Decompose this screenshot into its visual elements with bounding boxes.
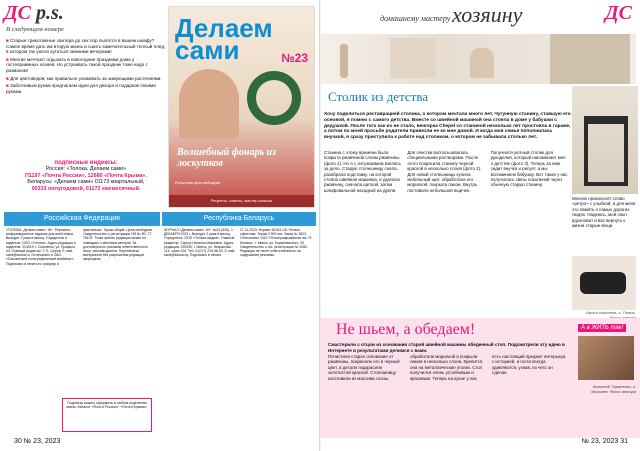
- subscription-box: [6, 160, 166, 192]
- sewing-machine-image: [580, 272, 626, 294]
- wall-image: [550, 34, 630, 84]
- cover-photo: [179, 69, 239, 139]
- subscription-by-index: 00333 полугодовой, 01172 ежемесячный.: [31, 185, 141, 192]
- page-number-right: № 23, 2023 31: [581, 438, 628, 445]
- article-body: Станина с этому времени была покрыта ржавчиной слоем ржавчины (фото 1). Но я с энтузиазмом взялась за дело. Старую столешницу сняла, разобрала подставку, на которой стояла швейная машинка, и удалила ржавчину, сначала щеткой, затем шлифовальной насадкой на дрели. Для очистки воспользовалась специальными растворами. После этого покрасила станину черной краской в несколько слоев (фото 2). Для новой столешницы купила мебельный щит, обработала его морилкой, покрыла лаком. Внутрь поставила небольшой ящичек. Получился уютный столик для рукоделия, который напоминает мне о детстве (фото 3). Теперь за ним сидит внучка и рисует, а мы вспоминаем бабушку. Вот такая у нас получилась связь поколений через обычную старую станину.: [324, 150, 568, 193]
- lamp-image: [470, 48, 494, 78]
- sewing-machine-photo: [572, 256, 636, 310]
- section-pre: домашнему мастеру: [380, 14, 451, 23]
- dining-table-photo: [578, 336, 634, 380]
- article-caption: Ирина Ковалева, г. Пермь.: [586, 310, 636, 315]
- brand-logo-right: ДС: [605, 2, 633, 24]
- article-title: Столик из детства: [328, 89, 429, 104]
- cover-band: Рецепты, советы, мастер-классы: [169, 195, 314, 207]
- article-title-bar: [328, 88, 568, 106]
- cover-headline: Волшебный фонарь из лоскутков: [177, 147, 276, 169]
- subscription-title: подписные индексы:: [54, 160, 118, 166]
- second-article: [320, 318, 640, 438]
- second-article-lead: Смастерили с отцом из основания старой швейной машины обеденный стол. Подсмотрели эту идею в Интернете и результатами делимся с вами.: [328, 342, 565, 353]
- teaser-list: [6, 38, 166, 94]
- imprint-belarus: ЖУРНАЛ «Делаем сами» 16+. №23 (506), 1 ДЕКАБРЯ 2023 г. Выходит 2 раза в месяц. Учредитель: ООО «Толока-медиа». Главный редактор: Сарчук Наталья Ивановна. Адрес редакции: 220040, г. Минск, ул. Некрасова, 114, офис 316. Тел. 8 (017) 215-68-33. E-mail: sami@toloka.by. Подписано в печать 27.11.2023. Формат 60×84 1/8. Печать офсетная. Тираж 3 900 экз. Заказ № 3523. Отпечатано: ОАО «Полиграфкомбинат им. Я. Коласа», г. Минск, ул. Корженевского, 20. Свидетельство о гос. регистрации № 1080. Редакция не несет ответственности за содержание рекламы.: [164, 228, 312, 258]
- subscription-by-label: Беларусь: «Делаем сами» 01173 квартальный,: [27, 179, 145, 186]
- teaser-item: ■ Заботливым рукам предлагаем идеи для декора и подарков своими руками.: [6, 83, 156, 94]
- table-photo: [572, 86, 638, 194]
- right-page: [320, 0, 640, 451]
- band-russia: Российская Федерация: [4, 212, 160, 226]
- next-issue-heading: В следующем номере: [6, 26, 64, 33]
- band-belarus: Республика Беларусь: [162, 212, 316, 226]
- page-number-left: 30 № 23, 2023: [14, 438, 61, 445]
- cover-logo: Делаем сами: [175, 13, 273, 65]
- cover-price: Розничная цена свободная: [175, 181, 221, 185]
- frame-image: [390, 38, 436, 78]
- article-sidebar-text: Многие произносят слово «ретро» с улыбкой, а для меня это память о самых дорогих людях. Надеюсь, мой опыт вдохновит и вас вернуть к жизни старые вещи.: [572, 196, 636, 229]
- section-badge: А в ЖИТЬ так!: [578, 324, 626, 332]
- subscription-ad: Подписку можно оформить в любом отделении связи. Каталог «Почта России», «Почта Крыма».: [62, 398, 152, 432]
- imprint-russia: «ТОЛОКА. Делаем сами» 16+. Рекламно-информационное издание для всей семьи. Выходит 2 раза в месяц. Учредитель и издатель: ООО «Толока». Адрес редакции и издателя: 214019, г. Смоленск, ул. Урицкого, 44. Главный редактор: Т. Е. Сыров. E-mail: sami@toloka.ru. Отпечатано в ОАО «Смоленский полиграфический комбинат». Подписано в печать по графику и фактически. Тираж общий. Цена свободная. Свидетельство о регистрации ПИ № ФС 77-76102. Точка зрения редакции может не совпадать с мнением авторов. За достоверность рекламы ответственность несут рекламодатели. Перепечатка материалов без разрешения редакции запрещена.: [6, 228, 154, 266]
- article-lead: Хочу поделиться реставрацией столика, о котором мечтала много лет. Чугунную станину, ставшую его основой, я помню с самого детства. Вместе со швейной машиной она стояла в доме у бабушки с дедушкой. После того как их не стало, венгерка Chepel со станиной несколько лет простояла в гараже, а потом по моей просьбе родители привезли ее ко мне домой. И когда моя семья пополнилась внучкой, я сразу приступила к работе над столиком, о котором не забывала столько лет.: [324, 112, 571, 141]
- interior-photo: [320, 34, 636, 84]
- teaser-item: ■ Для цветоводов: как правильно ухаживать за зимующими растениями.: [6, 75, 162, 81]
- wreath-image: [247, 71, 301, 125]
- magazine-cover: [168, 6, 315, 208]
- subscription-ru-index: П1197 «Почта России», 12680 «Почта Крыма».: [24, 172, 148, 179]
- vase-image: [340, 44, 348, 78]
- second-article-caption: Виталий Тарасенко, г. Могилев. Фото автора: [591, 384, 636, 394]
- second-article-title: Не шьем, а обедаем!: [336, 321, 476, 338]
- brand-logo: [4, 2, 64, 25]
- teaser-item: ■ Многие мечтают отдыхать в новогодние праздники дома у гостеприимных хозяев. Но устраивать такой праздник тоже надо с размахом!: [6, 56, 148, 73]
- section-title: хозяину: [452, 2, 523, 27]
- teaser-item: ■ Старые трикотажные свитера до сих пор пылятся в вашем шкафу? Самое время дать им вторую жизнь и сшить замечательный теплый плед, в котором так уютно кутаться зимними вечерами!: [6, 38, 166, 55]
- region-bands: [4, 212, 316, 226]
- ps-text: p.s.: [36, 2, 64, 24]
- cast-iron-stand-image: [584, 116, 628, 186]
- brand-text: ДС: [4, 2, 32, 24]
- second-article-body: Почистили старое основание от ржавчины, покрасили его в черный цвет, а детали подкрасили золотистой краской. Столешницу изготовили из массива сосны, обработали морилкой и покрыли лаком в несколько слоев. Крепится она на металлические уголки. Стол получился очень устойчивым и красивым. Теперь на кухне у нас есть настоящий предмет интерьера с историей, и гости всегда удивляются, узнав, из чего он сделан.: [328, 354, 566, 381]
- cover-issue: №23: [281, 51, 308, 65]
- subscription-ru-label: Россия: «Толока. Делаем сами»: [45, 166, 127, 173]
